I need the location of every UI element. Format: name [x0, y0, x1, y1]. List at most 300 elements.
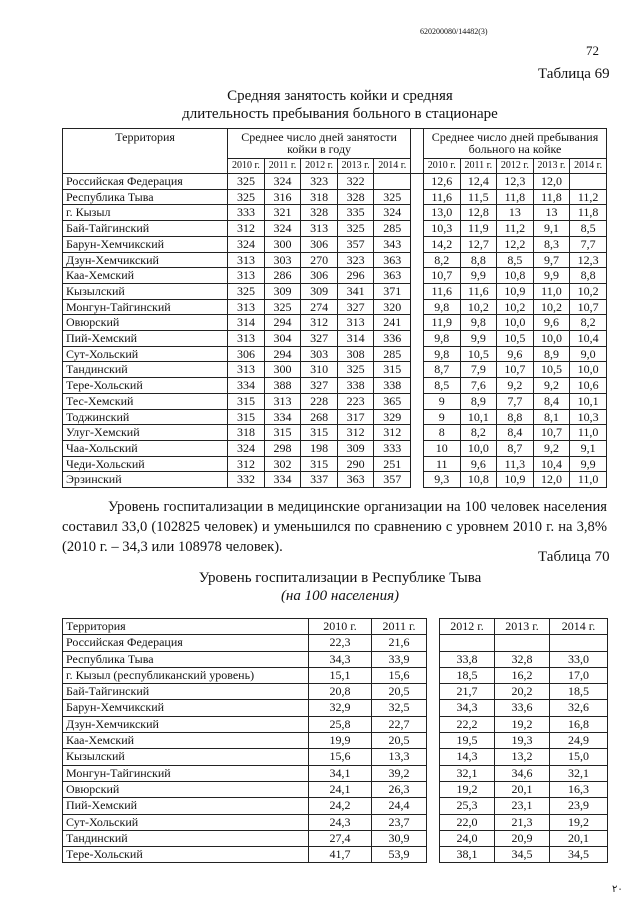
territory-cell: г. Кызыл (республиканский уровень)	[63, 667, 309, 683]
table-row	[63, 221, 607, 237]
stay-cell: 10,2	[533, 299, 570, 315]
stay-cell: 9,1	[533, 221, 570, 237]
table-row	[63, 798, 608, 814]
rate-cell: 24,4	[372, 798, 427, 814]
stay-cell: 12,3	[497, 174, 534, 190]
occupancy-cell: 324	[264, 174, 301, 190]
occupancy-cell: 363	[374, 268, 411, 284]
stay-cell: 10,0	[533, 331, 570, 347]
occupancy-cell: 223	[337, 393, 374, 409]
rate-cell: 24,3	[309, 814, 372, 830]
rate-cell: 26,3	[372, 781, 427, 797]
territory-cell: Сут-Хольский	[63, 346, 228, 362]
table-row	[63, 268, 607, 284]
stay-cell: 11,9	[460, 221, 497, 237]
rate-cell: 20,9	[495, 830, 550, 846]
table-row	[63, 700, 608, 716]
territory-cell: Овюрский	[63, 781, 309, 797]
table-row	[63, 830, 608, 846]
table-row	[63, 651, 608, 667]
gap-cell	[411, 252, 424, 268]
occupancy-cell: 304	[264, 331, 301, 347]
stay-cell: 10,7	[533, 425, 570, 441]
occupancy-cell: 198	[301, 440, 338, 456]
rate-cell: 33,6	[495, 700, 550, 716]
stay-cell: 12,0	[533, 472, 570, 488]
occupancy-cell: 285	[374, 346, 411, 362]
occupancy-cell: 327	[337, 299, 374, 315]
occupancy-cell: 312	[374, 425, 411, 441]
occupancy-cell: 268	[301, 409, 338, 425]
stay-cell: 8,8	[460, 252, 497, 268]
year-header: 2014 г.	[550, 619, 608, 635]
stay-cell: 11,8	[497, 189, 534, 205]
rate-cell: 15,0	[550, 749, 608, 765]
rate-cell: 23,9	[550, 798, 608, 814]
table-row	[63, 847, 608, 863]
occupancy-cell: 363	[337, 472, 374, 488]
stay-cell: 9,9	[570, 456, 607, 472]
rate-cell: 34,5	[495, 847, 550, 863]
occupancy-cell: 318	[301, 189, 338, 205]
occupancy-cell: 315	[264, 425, 301, 441]
stay-cell: 8,1	[533, 409, 570, 425]
gap-cell	[427, 716, 440, 732]
stay-cell: 9,6	[533, 315, 570, 331]
rate-cell: 20,1	[550, 830, 608, 846]
rate-cell: 21,7	[440, 684, 495, 700]
stay-cell: 8,4	[533, 393, 570, 409]
stay-cell: 9,9	[460, 331, 497, 347]
occupancy-cell: 303	[301, 346, 338, 362]
document-number: 620200080/14482(3)	[420, 27, 488, 36]
stay-cell: 9,8	[423, 331, 460, 347]
year-header-stay: 2010 г.	[423, 159, 460, 174]
stay-cell: 9,2	[497, 378, 534, 394]
occupancy-cell: 334	[264, 472, 301, 488]
rate-cell: 25,8	[309, 716, 372, 732]
table-row	[63, 456, 607, 472]
occupancy-cell: 357	[337, 236, 374, 252]
occupancy-cell: 323	[301, 174, 338, 190]
rate-cell: 21,3	[495, 814, 550, 830]
rate-cell: 14,3	[440, 749, 495, 765]
territory-cell: Дзун-Хемчикский	[63, 716, 309, 732]
occupancy-cell: 334	[228, 378, 265, 394]
rate-cell: 20,5	[372, 733, 427, 749]
rate-cell: 39,2	[372, 765, 427, 781]
gap-cell	[427, 700, 440, 716]
occupancy-cell: 325	[228, 189, 265, 205]
rate-cell: 24,2	[309, 798, 372, 814]
rate-cell: 16,8	[550, 716, 608, 732]
gap-cell	[427, 749, 440, 765]
stay-cell: 9,6	[460, 456, 497, 472]
occupancy-cell: 300	[264, 362, 301, 378]
rate-cell	[440, 635, 495, 651]
gap-cell	[411, 378, 424, 394]
rate-cell: 24,1	[309, 781, 372, 797]
table-row	[63, 667, 608, 683]
stay-cell: 10,5	[533, 362, 570, 378]
gap-cell	[411, 299, 424, 315]
stay-cell: 10,1	[570, 393, 607, 409]
table-row	[63, 733, 608, 749]
occupancy-cell: 328	[337, 189, 374, 205]
stay-cell: 8,7	[497, 440, 534, 456]
year-header-occupancy: 2013 г.	[337, 159, 374, 174]
gap-cell	[427, 651, 440, 667]
occupancy-cell: 371	[374, 283, 411, 299]
rate-cell: 19,9	[309, 733, 372, 749]
gap-cell	[411, 331, 424, 347]
stay-cell: 11	[423, 456, 460, 472]
stay-cell: 7,7	[497, 393, 534, 409]
rate-cell: 13,3	[372, 749, 427, 765]
table-69	[62, 128, 607, 488]
year-header-stay: 2011 г.	[460, 159, 497, 174]
stay-cell: 8,8	[497, 409, 534, 425]
paragraph-hospitalization	[62, 497, 607, 557]
stay-cell: 11,2	[497, 221, 534, 237]
rate-cell: 20,1	[495, 781, 550, 797]
rate-cell: 19,2	[550, 814, 608, 830]
gap-cell	[427, 619, 440, 635]
occupancy-cell: 357	[374, 472, 411, 488]
occupancy-cell: 313	[228, 268, 265, 284]
rate-cell	[495, 635, 550, 651]
table-69-title-line2: длительность пребывания больного в стационаре	[182, 106, 498, 122]
column-group-stay: Среднее число дней пребывания больного на койке	[423, 129, 606, 159]
territory-cell: Российская Федерация	[63, 174, 228, 190]
stay-cell: 13,0	[423, 205, 460, 221]
stay-cell: 8,2	[423, 252, 460, 268]
gap-cell	[427, 847, 440, 863]
occupancy-cell: 341	[337, 283, 374, 299]
stay-cell: 9	[423, 409, 460, 425]
stay-cell: 10,3	[423, 221, 460, 237]
gap-cell	[427, 765, 440, 781]
occupancy-cell: 312	[228, 221, 265, 237]
rate-cell: 25,3	[440, 798, 495, 814]
occupancy-cell: 309	[337, 440, 374, 456]
gap-cell	[411, 409, 424, 425]
table-row	[63, 635, 608, 651]
occupancy-cell: 294	[264, 315, 301, 331]
territory-cell: Барун-Хемчикский	[63, 236, 228, 252]
rate-cell: 34,1	[309, 765, 372, 781]
stay-cell: 8,9	[460, 393, 497, 409]
territory-cell: Тандинский	[63, 362, 228, 378]
table-70-title	[150, 569, 530, 605]
occupancy-cell: 343	[374, 236, 411, 252]
gap-cell	[411, 236, 424, 252]
occupancy-cell: 335	[337, 205, 374, 221]
table-row	[63, 781, 608, 797]
stay-cell: 12,0	[533, 174, 570, 190]
rate-cell: 22,3	[309, 635, 372, 651]
territory-cell: Барун-Хемчикский	[63, 700, 309, 716]
occupancy-cell	[374, 174, 411, 190]
occupancy-cell: 324	[228, 440, 265, 456]
occupancy-cell: 327	[301, 331, 338, 347]
stay-cell: 8,7	[423, 362, 460, 378]
year-header: 2012 г.	[440, 619, 495, 635]
rate-cell: 32,8	[495, 651, 550, 667]
stay-cell: 8,4	[497, 425, 534, 441]
occupancy-cell: 324	[264, 221, 301, 237]
occupancy-cell: 312	[228, 456, 265, 472]
column-gap	[411, 129, 424, 174]
table-70-label: Таблица 70	[538, 549, 610, 565]
table-row	[63, 440, 607, 456]
stay-cell: 8	[423, 425, 460, 441]
gap-cell	[411, 425, 424, 441]
occupancy-cell: 316	[264, 189, 301, 205]
stay-cell: 8,5	[423, 378, 460, 394]
year-header-stay: 2013 г.	[533, 159, 570, 174]
stay-cell: 10,8	[460, 472, 497, 488]
stay-cell: 10,4	[570, 331, 607, 347]
territory-cell: Тес-Хемский	[63, 393, 228, 409]
gap-cell	[427, 798, 440, 814]
occupancy-cell: 313	[264, 393, 301, 409]
rate-cell: 22,7	[372, 716, 427, 732]
territory-cell: Республика Тыва	[63, 651, 309, 667]
table-row	[63, 393, 607, 409]
occupancy-cell: 306	[301, 236, 338, 252]
stay-cell: 10,0	[497, 315, 534, 331]
gap-cell	[411, 440, 424, 456]
year-header-occupancy: 2011 г.	[264, 159, 301, 174]
occupancy-cell: 325	[337, 362, 374, 378]
occupancy-cell: 302	[264, 456, 301, 472]
stay-cell: 10,6	[570, 378, 607, 394]
gap-cell	[411, 283, 424, 299]
rate-cell: 16,3	[550, 781, 608, 797]
gap-cell	[411, 346, 424, 362]
stay-cell: 7,7	[570, 236, 607, 252]
territory-cell: Пий-Хемский	[63, 798, 309, 814]
occupancy-cell: 306	[301, 268, 338, 284]
rate-cell: 23,7	[372, 814, 427, 830]
occupancy-cell: 325	[228, 174, 265, 190]
rate-cell: 32,5	[372, 700, 427, 716]
stay-cell: 11,6	[423, 189, 460, 205]
column-group-occupancy: Среднее число дней занятости койки в году	[228, 129, 411, 159]
territory-cell: Чеди-Хольский	[63, 456, 228, 472]
table-row	[63, 684, 608, 700]
occupancy-cell: 270	[301, 252, 338, 268]
gap-cell	[427, 667, 440, 683]
gap-cell	[427, 814, 440, 830]
occupancy-cell: 337	[301, 472, 338, 488]
rate-cell: 32,9	[309, 700, 372, 716]
occupancy-cell: 328	[301, 205, 338, 221]
occupancy-cell: 325	[337, 221, 374, 237]
stay-cell: 9,1	[570, 440, 607, 456]
table-70-subtitle: (на 100 населения)	[280, 588, 400, 604]
rate-cell: 27,4	[309, 830, 372, 846]
stay-cell: 12,2	[497, 236, 534, 252]
territory-cell: Чаа-Хольский	[63, 440, 228, 456]
rate-cell: 34,5	[550, 847, 608, 863]
rate-cell: 34,3	[309, 651, 372, 667]
table-row	[63, 283, 607, 299]
occupancy-cell: 313	[301, 221, 338, 237]
occupancy-cell: 294	[264, 346, 301, 362]
gap-cell	[411, 268, 424, 284]
stay-cell: 8,2	[570, 315, 607, 331]
table-row	[63, 378, 607, 394]
stay-cell: 12,8	[460, 205, 497, 221]
occupancy-cell: 313	[228, 331, 265, 347]
occupancy-cell: 315	[374, 362, 411, 378]
stay-cell: 10,5	[460, 346, 497, 362]
stay-cell: 10,3	[570, 409, 607, 425]
stay-cell: 11,0	[570, 425, 607, 441]
occupancy-cell: 332	[228, 472, 265, 488]
stay-cell: 10,4	[533, 456, 570, 472]
rate-cell: 41,7	[309, 847, 372, 863]
stay-cell: 10,2	[460, 299, 497, 315]
stay-cell: 11,9	[423, 315, 460, 331]
column-header-territory: Территория	[63, 619, 309, 635]
rate-cell: 32,6	[550, 700, 608, 716]
occupancy-cell: 290	[337, 456, 374, 472]
table-70-title-main: Уровень госпитализации в Республике Тыва	[198, 570, 482, 586]
territory-cell: Дзун-Хемчикский	[63, 252, 228, 268]
occupancy-cell: 285	[374, 221, 411, 237]
occupancy-cell: 315	[301, 425, 338, 441]
stay-cell: 9,8	[460, 315, 497, 331]
gap-cell	[411, 189, 424, 205]
occupancy-cell: 322	[337, 174, 374, 190]
table-row	[63, 716, 608, 732]
stay-cell: 9,6	[497, 346, 534, 362]
table-row	[63, 814, 608, 830]
stay-cell: 9,8	[423, 346, 460, 362]
gap-cell	[411, 315, 424, 331]
table-row	[63, 315, 607, 331]
corner-mark: ٢٠	[612, 884, 623, 895]
occupancy-cell: 317	[337, 409, 374, 425]
gap-cell	[411, 472, 424, 488]
stay-cell: 9,3	[423, 472, 460, 488]
occupancy-cell: 323	[337, 252, 374, 268]
table-row	[63, 425, 607, 441]
occupancy-cell: 324	[228, 236, 265, 252]
rate-cell: 15,6	[309, 749, 372, 765]
territory-cell: Каа-Хемский	[63, 268, 228, 284]
territory-cell: Сут-Хольский	[63, 814, 309, 830]
stay-cell: 10,7	[497, 362, 534, 378]
rate-cell: 32,1	[440, 765, 495, 781]
rate-cell: 24,9	[550, 733, 608, 749]
occupancy-cell: 313	[228, 252, 265, 268]
rate-cell	[550, 635, 608, 651]
occupancy-cell: 309	[301, 283, 338, 299]
territory-cell: Монгун-Тайгинский	[63, 765, 309, 781]
stay-cell: 12,6	[423, 174, 460, 190]
table-row	[63, 189, 607, 205]
territory-cell: Бай-Тайгинский	[63, 221, 228, 237]
occupancy-cell: 312	[301, 315, 338, 331]
rate-cell: 18,5	[440, 667, 495, 683]
gap-cell	[411, 362, 424, 378]
stay-cell: 8,8	[570, 268, 607, 284]
territory-cell: Эрзинский	[63, 472, 228, 488]
stay-cell: 12,3	[570, 252, 607, 268]
territory-cell: Тере-Хольский	[63, 847, 309, 863]
table-row	[63, 362, 607, 378]
stay-cell: 11,0	[533, 283, 570, 299]
stay-cell: 11,8	[533, 189, 570, 205]
rate-cell: 30,9	[372, 830, 427, 846]
rate-cell: 53,9	[372, 847, 427, 863]
occupancy-cell: 320	[374, 299, 411, 315]
occupancy-cell: 338	[374, 378, 411, 394]
stay-cell: 12,4	[460, 174, 497, 190]
stay-cell: 14,2	[423, 236, 460, 252]
stay-cell: 9,2	[533, 440, 570, 456]
year-header: 2011 г.	[372, 619, 427, 635]
occupancy-cell: 310	[301, 362, 338, 378]
territory-cell: Тандинский	[63, 830, 309, 846]
occupancy-cell: 327	[301, 378, 338, 394]
occupancy-cell: 336	[374, 331, 411, 347]
rate-cell: 13,2	[495, 749, 550, 765]
territory-cell: г. Кызыл	[63, 205, 228, 221]
gap-cell	[427, 635, 440, 651]
gap-cell	[411, 393, 424, 409]
gap-cell	[427, 733, 440, 749]
table-69-title-line1: Средняя занятость койки и средняя	[227, 88, 453, 104]
stay-cell: 10,9	[497, 472, 534, 488]
territory-cell: Кызылский	[63, 283, 228, 299]
rate-cell: 23,1	[495, 798, 550, 814]
stay-cell: 9,2	[533, 378, 570, 394]
territory-cell: Кызылский	[63, 749, 309, 765]
occupancy-cell: 251	[374, 456, 411, 472]
occupancy-cell: 312	[337, 425, 374, 441]
gap-cell	[427, 684, 440, 700]
stay-cell: 10,7	[570, 299, 607, 315]
rate-cell: 19,2	[495, 716, 550, 732]
territory-cell: Пий-Хемский	[63, 331, 228, 347]
rate-cell: 15,6	[372, 667, 427, 683]
stay-cell: 10,8	[497, 268, 534, 284]
rate-cell: 21,6	[372, 635, 427, 651]
stay-cell	[570, 174, 607, 190]
table-row	[63, 205, 607, 221]
stay-cell: 10,1	[460, 409, 497, 425]
stay-cell: 9,0	[570, 346, 607, 362]
occupancy-cell: 365	[374, 393, 411, 409]
occupancy-cell: 309	[264, 283, 301, 299]
rate-cell: 15,1	[309, 667, 372, 683]
gap-cell	[411, 456, 424, 472]
occupancy-cell: 388	[264, 378, 301, 394]
gap-cell	[411, 205, 424, 221]
stay-cell: 11,6	[460, 283, 497, 299]
table-row	[63, 346, 607, 362]
occupancy-cell: 300	[264, 236, 301, 252]
table-row	[63, 299, 607, 315]
rate-cell: 33,9	[372, 651, 427, 667]
territory-cell: Тере-Хольский	[63, 378, 228, 394]
table-69-label: Таблица 69	[538, 66, 610, 82]
